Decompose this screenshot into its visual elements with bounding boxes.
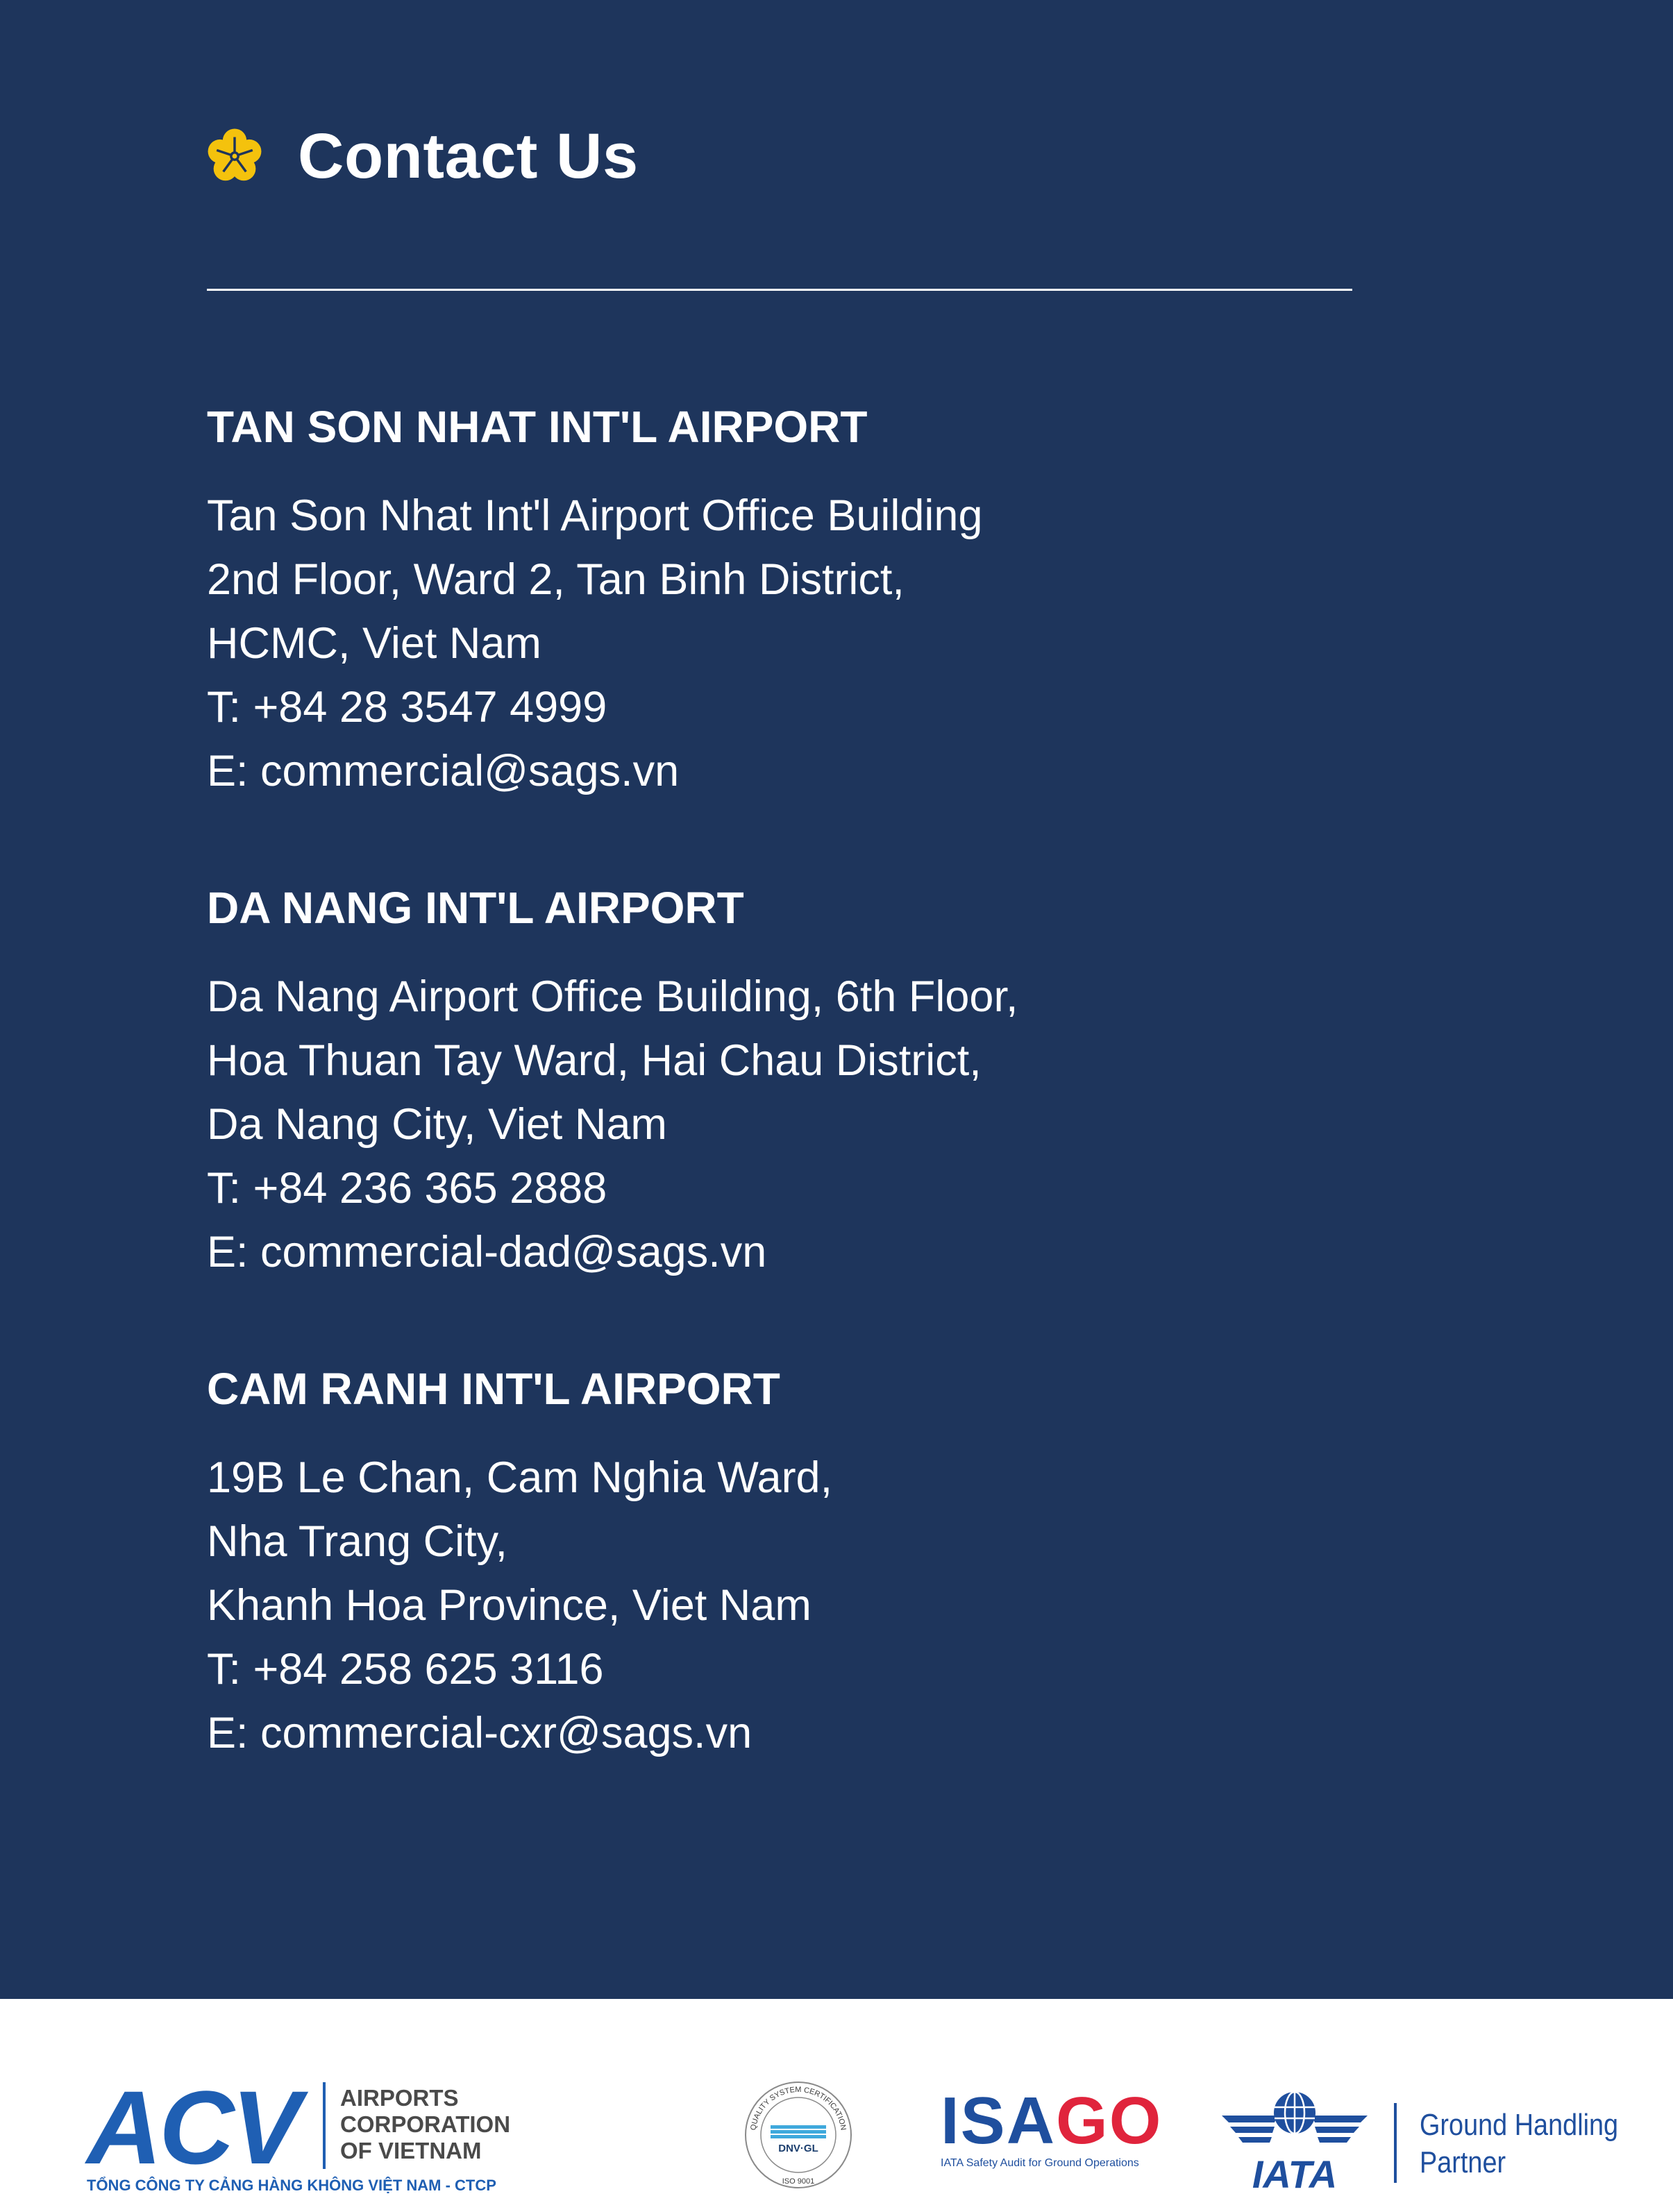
ground-handling-partner xyxy=(1420,2107,1618,2181)
office-name: TAN SON NHAT INT'L AIRPORT xyxy=(207,402,868,452)
acv-name-line: AIRPORTS xyxy=(340,2085,459,2111)
office-name: DA NANG INT'L AIRPORT xyxy=(207,883,744,933)
address-line: Khanh Hoa Province, Viet Nam xyxy=(207,1581,812,1630)
office-cam-ranh xyxy=(207,1361,1387,1765)
dnv-gl-certification-logo xyxy=(736,2068,861,2193)
address-line: Da Nang City, Viet Nam xyxy=(207,1100,667,1149)
title-row xyxy=(205,118,639,194)
email-address[interactable]: E: commercial-dad@sags.vn xyxy=(207,1228,767,1276)
acv-name-line: CORPORATION xyxy=(340,2111,511,2137)
acv-name-line: OF VIETNAM xyxy=(340,2138,482,2163)
partner-line: Ground Handling xyxy=(1420,2108,1619,2142)
isago-go: GO xyxy=(1056,2084,1163,2158)
email-address[interactable]: E: commercial@sags.vn xyxy=(207,747,680,795)
acv-divider xyxy=(323,2082,326,2169)
phone-number: T: +84 28 3547 4999 xyxy=(207,683,607,732)
acv-logo xyxy=(87,2069,531,2197)
dnv-standard: ISO 9001 xyxy=(782,2177,815,2186)
office-name: CAM RANH INT'L AIRPORT xyxy=(207,1364,780,1414)
office-da-nang xyxy=(207,880,1387,1284)
office-tan-son-nhat xyxy=(207,399,1387,803)
address-line: 2nd Floor, Ward 2, Tan Binh District, xyxy=(207,555,905,604)
dnv-wordmark: DNV·GL xyxy=(778,2143,818,2154)
address-line: 19B Le Chan, Cam Nghia Ward, xyxy=(207,1453,833,1502)
partner-logos-footer xyxy=(0,1999,1673,2212)
isago-isa: ISA xyxy=(941,2084,1057,2158)
acv-subtitle: TỔNG CÔNG TY CẢNG HÀNG KHÔNG VIỆT NAM - CTCP xyxy=(87,2177,496,2194)
phone-number: T: +84 258 625 3116 xyxy=(207,1645,604,1694)
address-line: Nha Trang City, xyxy=(207,1517,508,1566)
address-line: Tan Son Nhat Int'l Airport Office Building xyxy=(207,491,983,540)
iata-divider xyxy=(1394,2103,1397,2183)
address-line: HCMC, Viet Nam xyxy=(207,619,541,668)
iata-logo xyxy=(1215,2068,1374,2193)
title-divider xyxy=(207,289,1352,291)
dnv-ring-text: QUALITY SYSTEM CERTIFICATION xyxy=(749,2085,848,2131)
partner-line: Partner xyxy=(1420,2145,1506,2179)
address-line: Hoa Thuan Tay Ward, Hai Chau District, xyxy=(207,1036,982,1085)
page-title: Contact Us xyxy=(298,120,639,192)
svg-text:QUALITY SYSTEM CERTIFICATION xyxy=(749,2086,847,2131)
flower-logo-icon xyxy=(205,126,264,186)
acv-wordmark: ACV xyxy=(87,2069,299,2186)
isago-tagline: IATA Safety Audit for Ground Operations xyxy=(941,2157,1139,2169)
isago-logo xyxy=(941,2084,1163,2171)
phone-number: T: +84 236 365 2888 xyxy=(207,1164,607,1213)
email-address[interactable]: E: commercial-cxr@sags.vn xyxy=(207,1709,753,1757)
address-line: Da Nang Airport Office Building, 6th Floor, xyxy=(207,972,1018,1021)
acv-name xyxy=(340,2085,510,2164)
iata-wordmark: IATA xyxy=(1252,2152,1338,2193)
